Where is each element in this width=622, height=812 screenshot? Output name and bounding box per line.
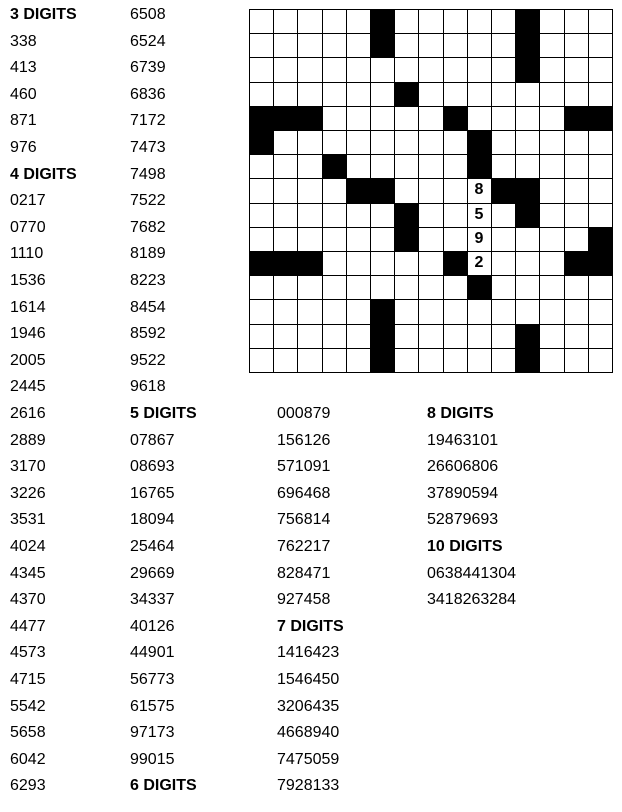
- list-entry: 6508: [130, 6, 166, 23]
- list-entry: 4345: [10, 564, 46, 582]
- list-entry: 5542: [10, 697, 46, 715]
- list-entry: 0638441304: [427, 564, 516, 582]
- list-heading: 10 DIGITS: [427, 538, 503, 555]
- list-entry: 8189: [130, 245, 166, 263]
- list-entry: 7928133: [277, 777, 340, 795]
- list-entry: 6739: [130, 59, 166, 77]
- list-entry: 6836: [130, 85, 166, 103]
- list-entry: 19463101: [427, 431, 499, 449]
- list-entry: 927458: [277, 591, 331, 609]
- list-entry: 871: [10, 112, 37, 130]
- list-entry: 4477: [10, 617, 46, 635]
- list-entry: 460: [10, 85, 37, 103]
- list-heading: 7 DIGITS: [277, 617, 344, 635]
- list-entry: 61575: [130, 697, 175, 715]
- list-entry: 1614: [10, 298, 46, 316]
- list-entry: 44901: [130, 644, 175, 662]
- filled-digit: 8: [474, 181, 484, 199]
- list-entry: 571091: [277, 458, 331, 476]
- list-entry: 338: [10, 32, 37, 50]
- filled-digit: 5: [474, 205, 484, 223]
- filled-digit: 2: [474, 254, 484, 271]
- list-entry: 1946: [10, 325, 46, 343]
- list-entry: 3226: [10, 484, 46, 502]
- list-heading: 6 DIGITS: [130, 777, 197, 795]
- list-entry: 828471: [277, 564, 331, 582]
- list-entry: 4024: [10, 538, 46, 555]
- list-entry: 7473: [130, 139, 166, 156]
- list-entry: 18094: [130, 511, 175, 529]
- list-entry: 25464: [130, 538, 175, 555]
- list-entry: 9522: [130, 351, 166, 369]
- list-entry: 8223: [130, 272, 166, 289]
- list-entry: 9618: [130, 378, 166, 396]
- filled-digit: 9: [474, 229, 484, 247]
- list-entry: 762217: [277, 538, 331, 555]
- list-entry: 3170: [10, 458, 46, 476]
- list-entry: 1416423: [277, 644, 340, 662]
- puzzle-grid: [249, 9, 612, 372]
- list-entry: 6524: [130, 32, 166, 50]
- list-entry: 2005: [10, 351, 46, 369]
- list-entry: 413: [10, 59, 37, 77]
- list-entry: 3531: [10, 511, 46, 529]
- list-entry: 976: [10, 139, 37, 156]
- list-entry: 1110: [10, 245, 44, 263]
- list-entry: 29669: [130, 564, 175, 582]
- list-entry: 0217: [10, 192, 46, 210]
- list-entry: 5658: [10, 724, 46, 742]
- list-entry: 4715: [10, 671, 46, 688]
- list-entry: 4573: [10, 644, 46, 662]
- list-entry: 4370: [10, 591, 46, 609]
- list-entry: 6293: [10, 777, 46, 795]
- list-entry: 7522: [130, 192, 166, 210]
- list-entry: 7172: [130, 112, 166, 130]
- list-entry: 8592: [130, 325, 166, 343]
- list-entry: 156126: [277, 431, 331, 449]
- list-entry: 34337: [130, 591, 175, 609]
- list-entry: 37890594: [427, 484, 499, 502]
- list-entry: 8454: [130, 298, 166, 316]
- list-entry: 26606806: [427, 458, 499, 476]
- list-entry: 99015: [130, 750, 175, 768]
- list-entry: 2616: [10, 405, 46, 422]
- list-heading: 3 DIGITS: [10, 6, 77, 23]
- list-entry: 1546450: [277, 671, 340, 688]
- list-entry: 08693: [130, 458, 175, 476]
- list-entry: 696468: [277, 484, 331, 502]
- grid-lines: [249, 9, 614, 374]
- list-entry: 1536: [10, 272, 46, 289]
- list-entry: 97173: [130, 724, 175, 742]
- list-entry: 56773: [130, 671, 175, 688]
- list-entry: 7475059: [277, 750, 340, 768]
- list-entry: 0770: [10, 218, 46, 236]
- list-entry: 7498: [130, 165, 166, 183]
- list-entry: 3206435: [277, 697, 340, 715]
- list-entry: 40126: [130, 617, 175, 635]
- list-heading: 4 DIGITS: [10, 165, 77, 183]
- list-entry: 6042: [10, 750, 46, 768]
- list-entry: 756814: [277, 511, 331, 529]
- list-entry: 3418263284: [427, 591, 516, 609]
- list-entry: 2445: [10, 378, 46, 396]
- list-entry: 07867: [130, 431, 175, 449]
- list-entry: 52879693: [427, 511, 499, 529]
- list-entry: 4668940: [277, 724, 340, 742]
- list-heading: 8 DIGITS: [427, 405, 494, 422]
- list-entry: 7682: [130, 218, 166, 236]
- list-entry: 16765: [130, 484, 175, 502]
- list-entry: 2889: [10, 431, 46, 449]
- list-entry: 000879: [277, 405, 331, 422]
- list-heading: 5 DIGITS: [130, 405, 197, 422]
